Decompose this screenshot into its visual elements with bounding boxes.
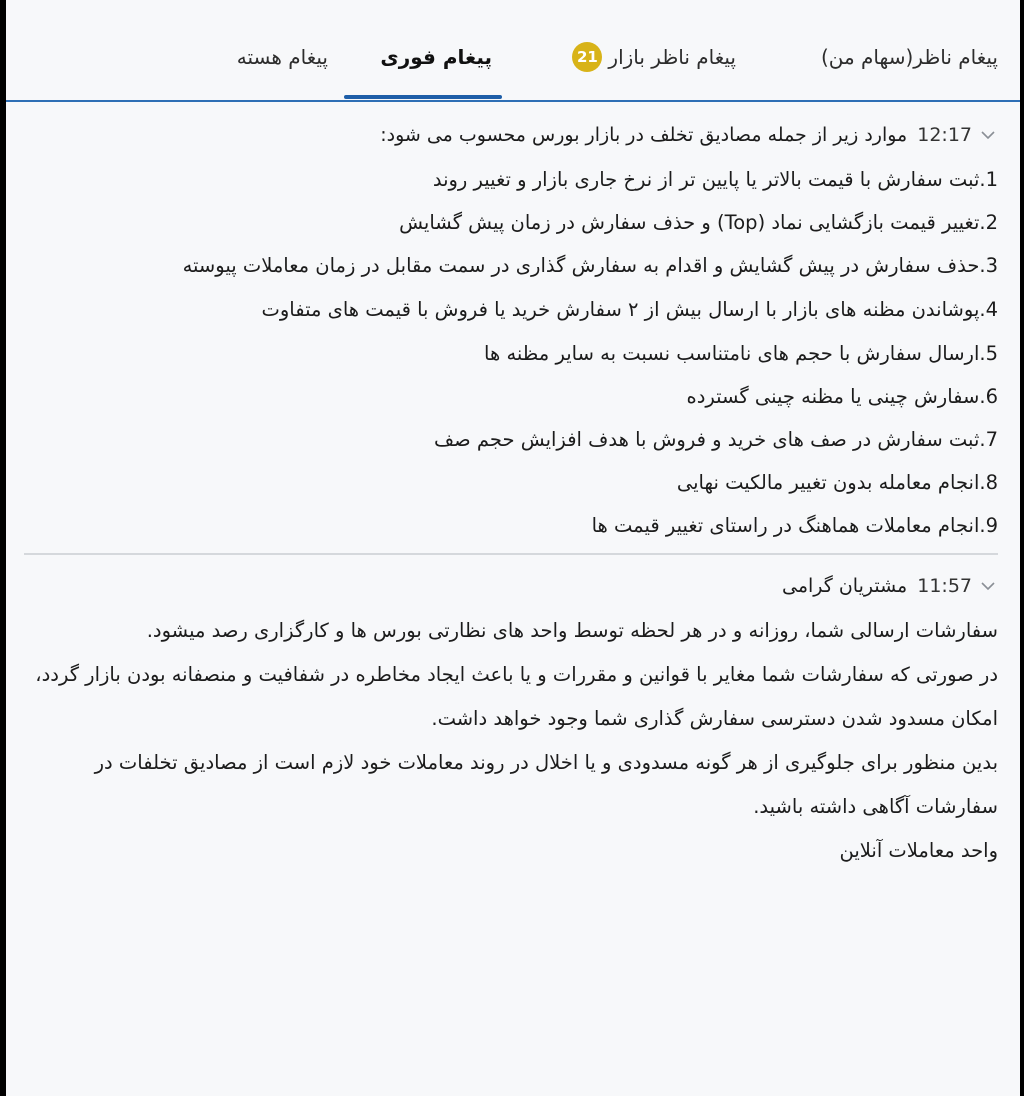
tab-bar [6, 0, 1020, 102]
message-line: 7.ثبت سفارش در صف های خرید و فروش با هدف افزایش حجم صف [433, 428, 998, 451]
message-line: 8.انجام معامله بدون تغییر مالکیت نهایی [676, 471, 998, 494]
message-divider [24, 553, 998, 555]
app-screen [6, 0, 1020, 1096]
message-item[interactable] [6, 563, 1020, 872]
tab-label: پیغام ناظر بازار [608, 45, 736, 69]
tab-label: پیغام فوری [380, 45, 492, 69]
tab-label: پیغام هسته [236, 45, 328, 69]
message-title: مشتریان گرامی [781, 575, 908, 597]
message-line: 4.پوشاندن مظنه های بازار با ارسال بیش از ۲ سفارش خرید یا فروش با قیمت های متفاوت [261, 298, 998, 321]
message-line: 1.ثبت سفارش با قیمت بالاتر یا پایین تر از نرخ جاری بازار و تغییر روند [432, 168, 998, 191]
message-line: 2.تغییر قیمت بازگشایی نماد (Top) و حذف سفارش در زمان پیش گشایش [399, 211, 998, 234]
tab-core-message[interactable] [237, 40, 328, 74]
message-time: 11:57 [917, 575, 972, 597]
message-title: موارد زیر از جمله مصادیق تخلف در بازار بورس محسوب می شود: [380, 124, 908, 146]
unread-count-badge: 21 [572, 42, 602, 72]
message-header[interactable] [24, 112, 998, 158]
message-time: 12:17 [917, 124, 972, 146]
message-line: بدین منظور برای جلوگیری از هر گونه مسدودی و یا اخلال در روند معاملات خود لازم است از مصادیق تخلفات در سفارشات آگاهی داشته باشید. [94, 751, 998, 818]
message-list [6, 112, 1020, 872]
tab-market-observer[interactable] [572, 40, 736, 74]
message-line: 5.ارسال سفارش با حجم های نامتناسب نسبت به سایر مظنه ها [484, 342, 998, 365]
tab-label: پیغام ناظر(سهام من) [820, 45, 998, 69]
message-header[interactable] [24, 563, 998, 609]
tab-observer-my-stocks[interactable] [821, 40, 998, 74]
active-tab-indicator [344, 95, 502, 99]
message-signature: واحد معاملات آنلاین [839, 839, 998, 862]
message-line: 3.حذف سفارش در پیش گشایش و اقدام به سفارش گذاری در سمت مقابل در زمان معاملات پیوسته [182, 254, 998, 277]
message-line: در صورتی که سفارشات شما مغایر با قوانین و مقررات و یا باعث ایجاد مخاطره در شفافیت و منصفانه بودن بازار گردد، امکان مسدود شدن دسترسی سفارش گذاری شما وجود خواهد داشت. [35, 663, 998, 730]
tab-bar-divider [6, 100, 1020, 102]
message-line: سفارشات ارسالی شما، روزانه و در هر لحظه توسط واحد های نظارتی بورس ها و کارگزاری رصد میشود. [146, 619, 998, 642]
message-item[interactable] [6, 112, 1020, 555]
message-line: 6.سفارش چینی یا مظنه چینی گسترده [686, 385, 998, 408]
message-line: 9.انجام معاملات هماهنگ در راستای تغییر قیمت ها [591, 514, 998, 537]
chevron-down-icon[interactable] [978, 125, 998, 145]
tab-urgent-message[interactable] [380, 40, 492, 74]
chevron-down-icon[interactable] [978, 576, 998, 596]
